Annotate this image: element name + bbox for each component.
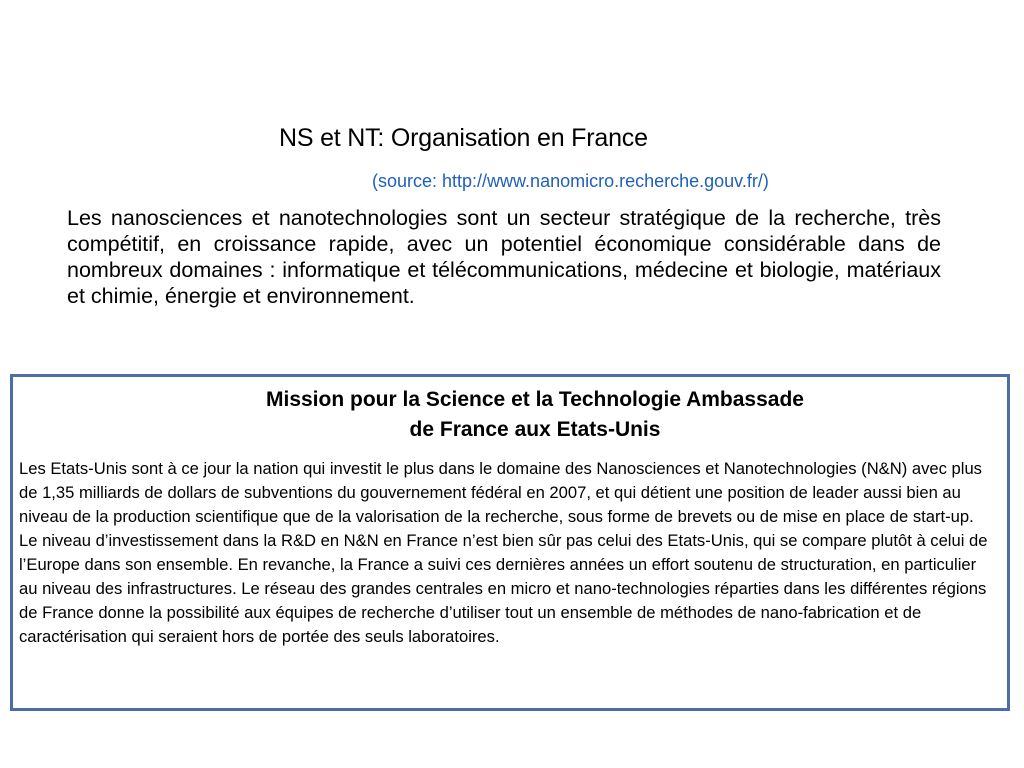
slide-title: NS et NT: Organisation en France	[279, 124, 648, 152]
source-link[interactable]: (source: http://www.nanomicro.recherche.gouv.fr/)	[372, 171, 769, 191]
mission-box	[10, 374, 1010, 711]
intro-paragraph: Les nanosciences et nanotechnologies sont un secteur stratégique de la recherche, très compétitif, en croissance rapide, avec un potentiel économique considérable dans de nombreux domaines : informatique et télécommunications, médecine et biologie, matériaux et chimie, énergie et environnement.	[67, 206, 941, 308]
mission-body: Les Etats-Unis sont à ce jour la nation qui investit le plus dans le domaine des Nanosciences et Nanotechnologies (N&N) avec plus de 1,35 milliards de dollars de subventions du gouvernement fédéral en 2007, et qui détient une position de leader aussi bien au niveau de la production scientifique que de la valorisation de la recherche, sous forme de brevets ou de mise en place de start-up. Le niveau d’investissement dans la R&D en N&N en France n’est bien sûr pas celui des Etats-Unis, qui se compare plutôt à celui de l’Europe dans son ensemble. En revanche, la France a suivi ces dernières années un effort soutenu de structuration, en particulier au niveau des infrastructures. Le réseau des grandes centrales en micro et nano-technologies réparties dans les différentes régions de France donne la possibilité aux équipes de recherche d’utiliser tout un ensemble de méthodes de nano-fabrication et de caractérisation qui seraient hors de portée des seuls laboratoires.	[19, 459, 988, 646]
mission-title-line-2: de France aux Etats-Unis	[409, 418, 661, 441]
mission-title	[13, 385, 1024, 445]
mission-title-line-1: Mission pour la Science et la Technologie Ambassade	[266, 388, 804, 411]
